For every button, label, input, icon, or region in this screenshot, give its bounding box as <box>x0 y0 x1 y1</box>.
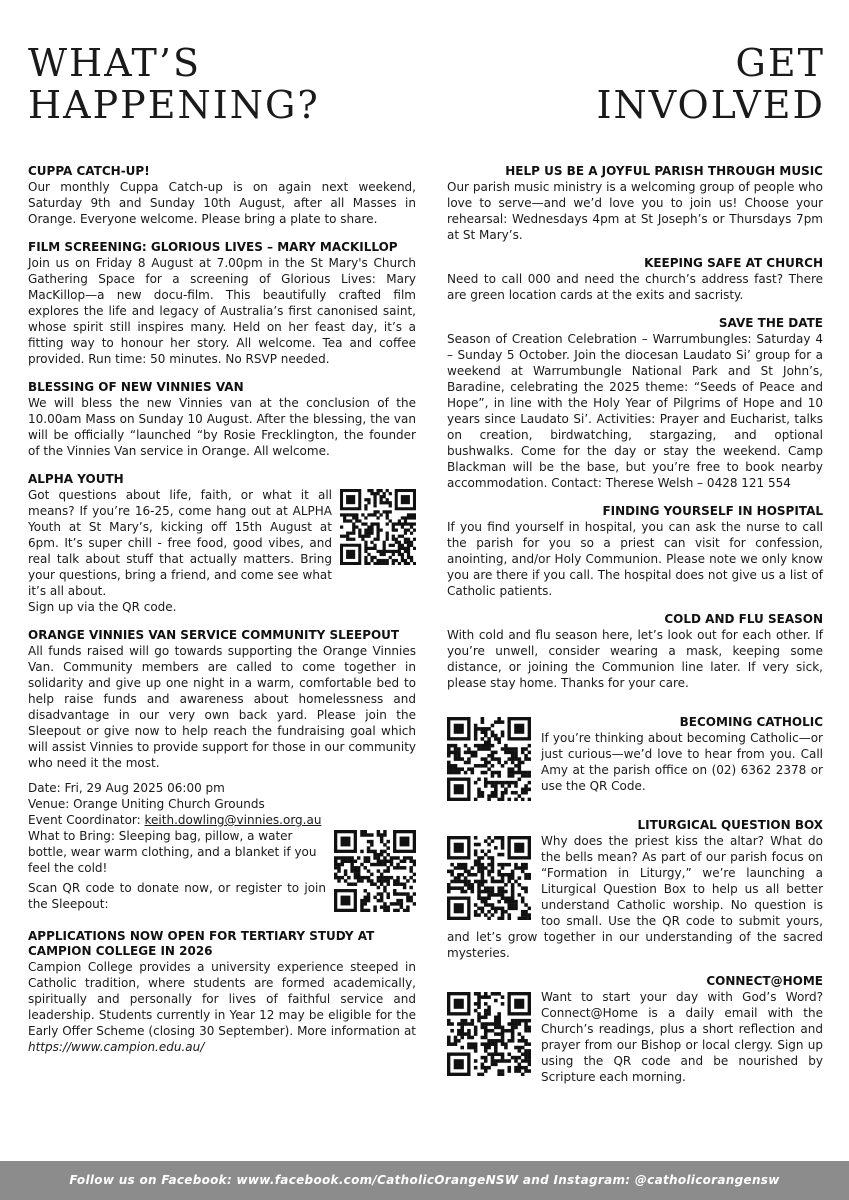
liturgical-heading: LITURGICAL QUESTION BOX <box>637 818 823 832</box>
alpha-body: Got questions about life, faith, or what it all means? If you’re 16-25, come hang out at ALPHA Youth at St Mary’s, kicking off 15th August at 6pm. It’s super chill - free food, good vibes, and real talk about stuff that actually matters. Bring your questions, bring a friend, and come see what it’s all about. <box>28 488 332 598</box>
title-line-2: HAPPENING? <box>28 83 320 127</box>
film-section <box>28 240 416 367</box>
footer-bar <box>0 1161 849 1200</box>
sleepout-date: Date: Fri, 29 Aug 2025 06:00 pm <box>28 781 225 795</box>
becoming-qr-code-icon[interactable] <box>447 717 531 801</box>
safe-section <box>447 256 823 303</box>
music-body: Our parish music ministry is a welcoming group of people who love to serve—and we’d love you to join us! Choose your rehearsal: Wednesdays 4pm at St Joseph’s or Thursdays 7pm at St Mary’s. <box>447 180 823 242</box>
alpha-qr-code-icon[interactable] <box>340 489 416 565</box>
campion-body-text: Campion College provides a university experience steeped in Catholic tradition, where students are formed academically, spiritually and personally for lives of faithful service and leadership. Students currently in Year 12 may be eligible for the Early Offer Scheme (closing 30 September). More information at <box>28 960 416 1038</box>
get-involved-column <box>447 164 823 1098</box>
alpha-heading: ALPHA YOUTH <box>28 472 124 486</box>
film-body: Join us on Friday 8 August at 7.00pm in the St Mary's Church Gathering Space for a screening of Glorious Lives: Mary MacKillop—a new docu-film. This beautifully crafted film explores the life and legacy of Australia’s first canonised saint, whose spirit still inspires many. Held on her feast day, it’s a fitting way to honour her story. All welcome. Tea and coffee provided. Run time: 50 minutes. No RSVP needed. <box>28 256 416 366</box>
safe-heading: KEEPING SAFE AT CHURCH <box>644 256 823 270</box>
campion-section <box>28 929 416 1055</box>
whats-happening-column <box>28 164 416 1068</box>
vinnies-van-section <box>28 380 416 459</box>
campion-url-link[interactable]: https://www.campion.edu.au/ <box>28 1040 205 1054</box>
sleepout-coordinator <box>28 812 416 828</box>
film-heading: FILM SCREENING: GLORIOUS LIVES – MARY MACKILLOP <box>28 240 398 254</box>
liturgical-section <box>447 818 823 961</box>
sleepout-scan: Scan QR code to donate now, or register to join the Sleepout: <box>28 881 326 911</box>
campion-heading: APPLICATIONS NOW OPEN FOR TERTIARY STUDY AT CAMPION COLLEGE IN 2026 <box>28 929 375 958</box>
cuppa-section <box>28 164 416 227</box>
get-involved-title <box>596 42 825 126</box>
alpha-signup: Sign up via the QR code. <box>28 600 177 614</box>
hospital-body: If you find yourself in hospital, you can ask the nurse to call the parish for you so a priest can visit for confession, anointing, and/or Holy Communion. Please note we only know you are there if you call. The hospital does not give us a list of Catholic patients. <box>447 520 823 598</box>
becoming-body: If you’re thinking about becoming Catholic—or just curious—we’d love to hear from you. Call Amy at the parish office on (02) 6362 2378 or use the QR Code. <box>541 731 823 793</box>
music-section <box>447 164 823 243</box>
title-line-1: WHAT’S <box>28 41 202 85</box>
sleepout-qr-code-icon[interactable] <box>334 830 416 912</box>
music-heading: HELP US BE A JOYFUL PARISH THROUGH MUSIC <box>505 164 823 178</box>
whats-happening-title <box>28 42 320 126</box>
sleepout-venue: Venue: Orange Uniting Church Grounds <box>28 797 265 811</box>
becoming-heading: BECOMING CATHOLIC <box>679 715 823 729</box>
coordinator-label: Event Coordinator: <box>28 813 145 827</box>
alpha-section <box>28 472 416 615</box>
save-date-section <box>447 316 823 491</box>
cuppa-body: Our monthly Cuppa Catch-up is on again next weekend, Saturday 9th and Sunday 10th August, after all Masses in Orange. Everyone welcome. Please bring a plate to share. <box>28 180 416 226</box>
sleepout-bring: What to Bring: Sleeping bag, pillow, a water bottle, wear warm clothing, and a blanket if you feel the cold! <box>28 829 317 875</box>
sleepout-heading: ORANGE VINNIES VAN SERVICE COMMUNITY SLEEPOUT <box>28 628 400 642</box>
liturgical-qr-code-icon[interactable] <box>447 836 531 920</box>
liturgical-body: Why does the priest kiss the altar? What do the bells mean? As part of our parish focus on “Formation in Liturgy,” we’re launching a Liturgical Question Box to help us all better understand Catholic worship. No question is too small. Use the QR code to submit yours, and let’s grow together in our understanding of the sacred mysteries. <box>447 834 823 960</box>
connect-heading: CONNECT@HOME <box>706 974 823 988</box>
coordinator-email-link[interactable]: keith.dowling@vinnies.org.au <box>144 813 322 827</box>
hospital-heading: FINDING YOURSELF IN HOSPITAL <box>602 504 823 518</box>
flu-section <box>447 612 823 691</box>
connect-section <box>447 974 823 1085</box>
sleepout-body: All funds raised will go towards supporting the Orange Vinnies Van. Community members are called to come together in solidarity and give up one night in a warm, comfortable bed to help raise funds and awareness about homelessness and disadvantage in our very own back yard. Please join the Sleepout or give now to help reach the fundraising goal which will assist Vinnies to provide support for those in our community who need it the most. <box>28 644 416 770</box>
safe-body: Need to call 000 and need the church’s address fast? There are green location cards at the exits and sacristy. <box>447 272 823 302</box>
cuppa-heading: CUPPA CATCH-UP! <box>28 164 150 178</box>
footer-social-text[interactable]: Follow us on Facebook: www.facebook.com/CatholicOrangeNSW and Instagram: @catholicorangensw <box>69 1173 780 1187</box>
connect-body: Want to start your day with God’s Word? Connect@Home is a daily email with the Church’s readings, plus a short reflection and prayer from our Bishop or local clergy. Sign up using the QR code and be nourished by Scripture each morning. <box>541 990 823 1084</box>
hospital-section <box>447 504 823 599</box>
flu-body: With cold and flu season here, let’s look out for each other. If you’re unwell, consider wearing a mask, keeping some distance, or joining the Communion line later. If very sick, please stay home. Thanks for your care. <box>447 628 823 690</box>
title-line-2: INVOLVED <box>596 83 825 127</box>
vinnies-van-heading: BLESSING OF NEW VINNIES VAN <box>28 380 244 394</box>
vinnies-van-body: We will bless the new Vinnies van at the conclusion of the 10.00am Mass on Sunday 10 August. After the blessing, the van will be officially “launched “by Rosie Frecklington, the founder of the Vinnies Van service in Orange. All welcome. <box>28 396 416 458</box>
campion-body <box>28 959 416 1055</box>
sleepout-section <box>28 628 416 916</box>
save-date-heading: SAVE THE DATE <box>718 316 823 330</box>
flu-heading: COLD AND FLU SEASON <box>664 612 823 626</box>
save-date-body: Season of Creation Celebration – Warrumbungles: Saturday 4 – Sunday 5 October. Join the diocesan Laudato Si’ group for a weekend at Warrumbungle National Park and St John’s, Baradine, celebrating the 2025 theme: “Seeds of Peace and Hope”, in line with the Holy Year of Pilgrims of Hope and 10 years since Laudato Si’. Activities: Prayer and Eucharist, talks on creation, birdwatching, stargazing, and optional bushwalks. Come for the day or stay the weekend. Camp Blackman will be the base, but you’re free to book nearby accommodation. Contact: Therese Welsh – 0428 121 554 <box>447 332 823 490</box>
connect-qr-code-icon[interactable] <box>447 992 531 1076</box>
title-line-1: GET <box>735 41 825 85</box>
becoming-section <box>447 715 823 805</box>
